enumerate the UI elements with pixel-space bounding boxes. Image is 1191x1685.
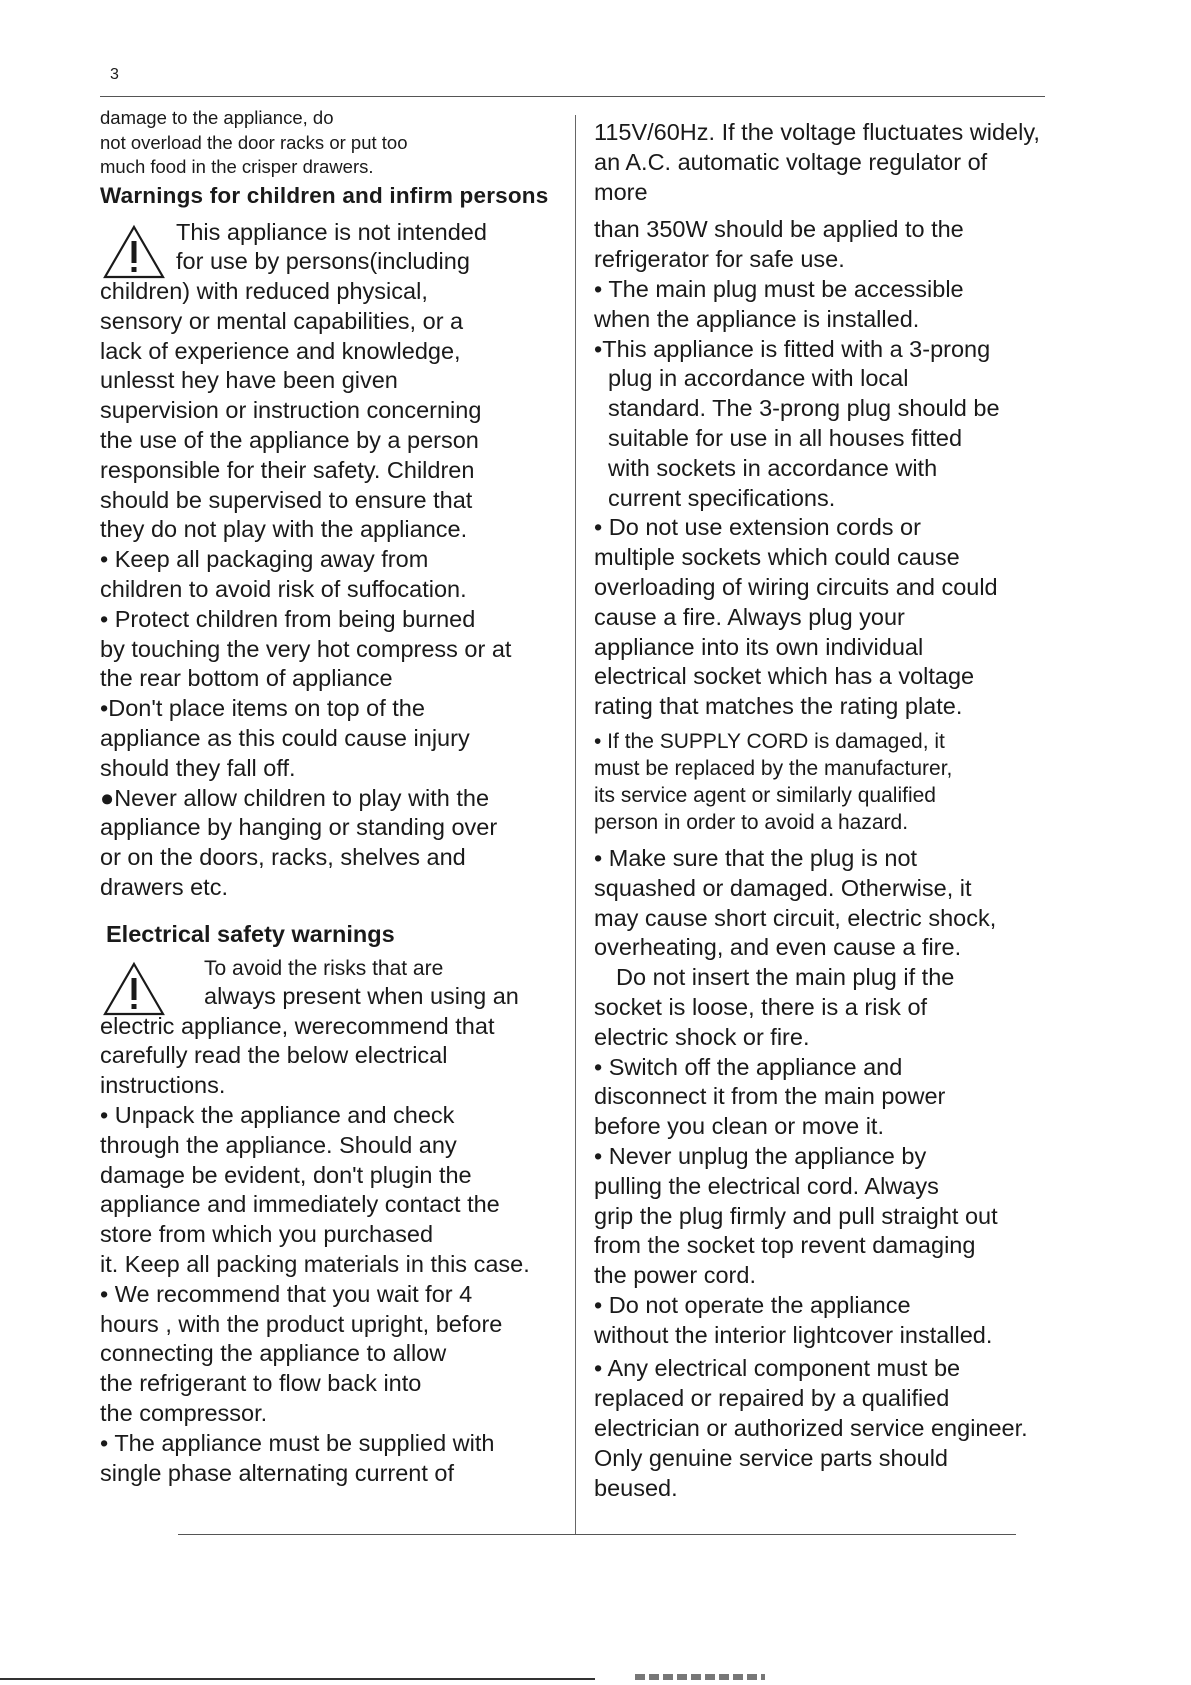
voltage-line: an A.C. automatic voltage regulator of — [594, 148, 988, 175]
warning-line: children) with reduced physical, — [100, 278, 428, 305]
bullet-line: •This appliance is fitted with a 3-prong — [594, 335, 991, 362]
bullet-line: • Never unplug the appliance by — [594, 1142, 927, 1169]
voltage-line: more — [594, 178, 648, 205]
bullet-line: damage be evident, don't plugin the — [100, 1161, 472, 1188]
children-bullets — [100, 545, 570, 903]
bullet-line: • We recommend that you wait for 4 — [100, 1280, 473, 1307]
warning-line: should be supervised to ensure that — [100, 486, 473, 513]
supply-cord-line: person in order to avoid a hazard. — [594, 810, 909, 834]
warning-line: To avoid the risks that are — [204, 956, 444, 980]
bullet-line: rating that matches the rating plate. — [594, 693, 963, 720]
bullet-line: multiple sockets which could cause — [594, 544, 960, 571]
bullet-line: plug in accordance with local — [608, 365, 909, 392]
bullet-line: Only genuine service parts should — [594, 1444, 949, 1471]
bullet-line: electrical socket which has a voltage — [594, 663, 975, 690]
bullet-line: without the interior lightcover installed. — [594, 1321, 993, 1348]
intro-line: damage to the appliance, do — [100, 107, 334, 128]
bullet-line: • The appliance must be supplied with — [100, 1429, 495, 1456]
intro-line: much food in the crisper drawers. — [100, 156, 374, 177]
bullet-line: or on the doors, racks, shelves and — [100, 844, 466, 871]
bullet-line: before you clean or move it. — [594, 1113, 884, 1140]
bullet-line: connecting the appliance to allow — [100, 1340, 447, 1367]
electrical-warning-block — [100, 955, 570, 1101]
plug-bullets — [594, 275, 1094, 722]
warning-line: instructions. — [100, 1072, 226, 1099]
bullet-line: the power cord. — [594, 1262, 756, 1289]
bullet-line: replaced or repaired by a qualified — [594, 1385, 950, 1412]
children-warnings-heading: Warnings for children and infirm persons — [100, 182, 549, 208]
voltage-line: than 350W should be applied to the — [594, 216, 964, 243]
bullet-line: • Keep all packaging away from — [100, 546, 429, 573]
warning-line: This appliance is not intended — [176, 218, 487, 245]
bullet-line: • Make sure that the plug is not — [594, 844, 918, 871]
bullet-line: pulling the electrical cord. Always — [594, 1172, 939, 1199]
bullet-line: • Unpack the appliance and check — [100, 1102, 455, 1129]
bullet-line: appliance into its own individual — [594, 633, 924, 660]
bottom-rule — [178, 1534, 1016, 1535]
bullet-line: standard. The 3-prong plug should be — [608, 395, 1000, 422]
bullet-line: • Do not operate the appliance — [594, 1291, 911, 1318]
warning-line: the use of the appliance by a person — [100, 427, 479, 454]
supply-cord-notice — [594, 728, 1094, 836]
footer-rule — [0, 1678, 595, 1680]
left-column — [100, 106, 570, 1488]
warning-line: supervision or instruction concerning — [100, 397, 482, 424]
warning-triangle-icon — [102, 224, 166, 280]
bullet-line: socket is loose, there is a risk of — [594, 993, 928, 1020]
bullet-line: by touching the very hot compress or at — [100, 635, 512, 662]
bullet-line: •Don't place items on top of the — [100, 695, 425, 722]
bullet-line: • Switch off the appliance and — [594, 1053, 903, 1080]
voltage-line: 115V/60Hz. If the voltage fluctuates widely, — [594, 119, 1040, 145]
bullet-line: through the appliance. Should any — [100, 1131, 457, 1158]
warning-line: lack of experience and knowledge, — [100, 337, 461, 364]
electrical-safety-heading: Electrical safety warnings — [106, 920, 395, 947]
bullet-line: appliance as this could cause injury — [100, 725, 470, 752]
bullet-line: ●Never allow children to play with the — [100, 784, 490, 811]
bullet-line: suitable for use in all houses fitted — [608, 424, 963, 451]
right-column — [594, 118, 1094, 1503]
footer-bleed-mark — [635, 1674, 765, 1680]
supply-cord-line: • If the SUPPLY CORD is damaged, it — [594, 729, 945, 753]
column-divider — [575, 115, 576, 1535]
electrical-bullets — [100, 1101, 570, 1488]
intro-text — [100, 106, 570, 180]
header-rule — [100, 96, 1045, 97]
page-number: 3 — [110, 66, 119, 83]
warning-line: unlesst hey have been given — [100, 367, 398, 394]
bullet-line: drawers etc. — [100, 874, 228, 901]
bullet-line: appliance by hanging or standing over — [100, 814, 498, 841]
bullet-line: the refrigerant to flow back into — [100, 1370, 422, 1397]
intro-line: not overload the door racks or put too — [100, 131, 408, 153]
bullet-line: • Protect children from being burned — [100, 605, 476, 632]
bullet-line: squashed or damaged. Otherwise, it — [594, 874, 972, 901]
bullet-line: • The main plug must be accessible — [594, 275, 964, 302]
bullet-line: disconnect it from the main power — [594, 1083, 946, 1110]
bullet-line: when the appliance is installed. — [594, 305, 920, 332]
warning-line: electric appliance, werecommend that — [100, 1012, 495, 1039]
bullet-line: electric shock or fire. — [594, 1023, 810, 1050]
bullet-line: • Do not use extension cords or — [594, 514, 921, 541]
voltage-line: refrigerator for safe use. — [594, 246, 845, 273]
bullet-line: electrician or authorized service engineer. — [594, 1415, 1028, 1442]
warning-line: responsible for their safety. Children — [100, 456, 475, 483]
warning-line: they do not play with the appliance. — [100, 516, 468, 543]
supply-cord-line: its service agent or similarly qualified — [594, 783, 936, 807]
bullet-line: overheating, and even cause a fire. — [594, 934, 962, 961]
warning-triangle-icon — [102, 961, 166, 1017]
bullet-line: with sockets in accordance with — [608, 454, 938, 481]
bullet-line: the rear bottom of appliance — [100, 665, 393, 692]
bullet-line: store from which you purchased — [100, 1221, 434, 1248]
bullet-line: from the socket top revent damaging — [594, 1232, 976, 1259]
supply-cord-line: must be replaced by the manufacturer, — [594, 756, 953, 780]
bullet-line: overloading of wiring circuits and could — [594, 573, 998, 600]
bullet-line: cause a fire. Always plug your — [594, 603, 905, 630]
warning-line: sensory or mental capabilities, or a — [100, 307, 464, 334]
bullet-line: hours , with the product upright, before — [100, 1310, 503, 1337]
bullet-line: may cause short circuit, electric shock, — [594, 904, 997, 931]
warning-line: carefully read the below electrical — [100, 1042, 448, 1069]
warning-line: for use by persons(including — [176, 248, 470, 275]
bullet-line: single phase alternating current of — [100, 1459, 455, 1486]
bullet-line: it. Keep all packing materials in this case. — [100, 1251, 530, 1277]
bullet-line: current specifications. — [608, 484, 836, 511]
socket-bullets — [594, 844, 1094, 1504]
bullet-line: should they fall off. — [100, 754, 296, 781]
bullet-line: appliance and immediately contact the — [100, 1191, 500, 1218]
bullet-line: Do not insert the main plug if the — [616, 964, 955, 991]
bullet-line: • Any electrical component must be — [594, 1355, 961, 1382]
bullet-line: children to avoid risk of suffocation. — [100, 576, 467, 603]
children-warning-block — [100, 218, 570, 546]
warning-line: always present when using an — [204, 982, 519, 1009]
bullet-line: the compressor. — [100, 1399, 268, 1426]
bullet-line: grip the plug firmly and pull straight out — [594, 1202, 998, 1229]
bullet-line: beused. — [594, 1474, 678, 1501]
